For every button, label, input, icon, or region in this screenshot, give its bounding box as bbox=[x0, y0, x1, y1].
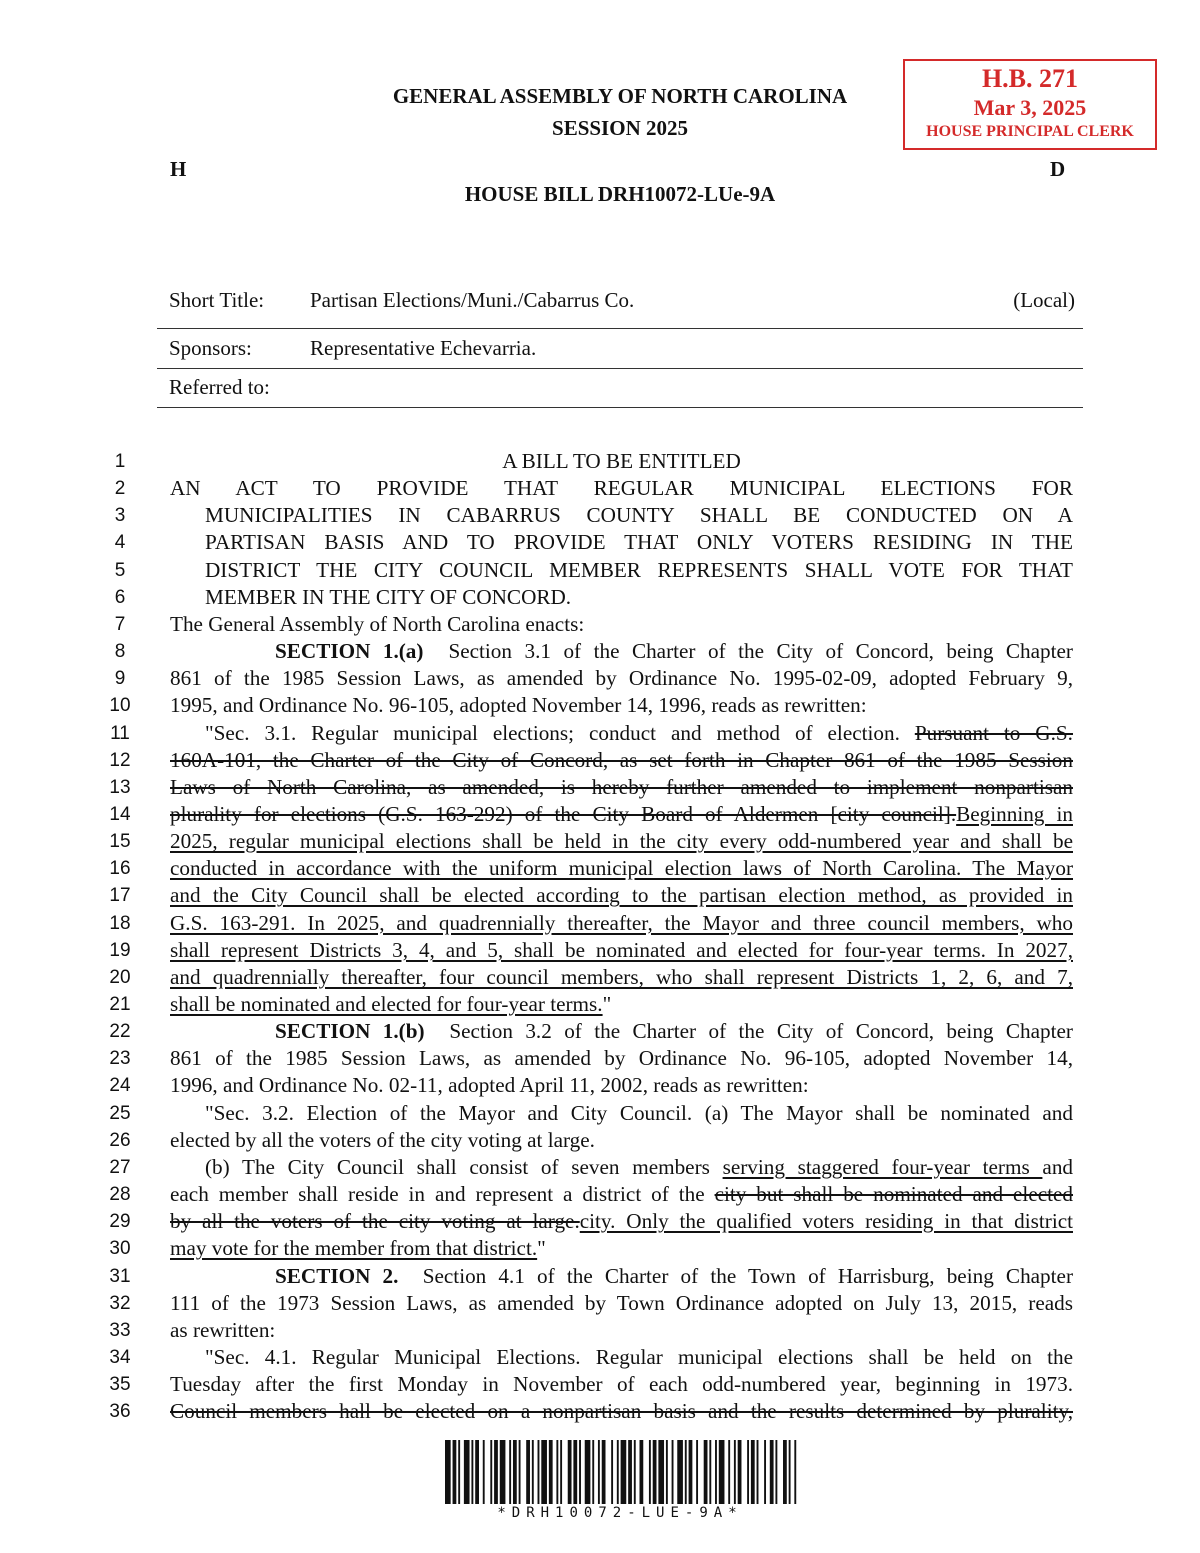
line-number: 31 bbox=[109, 1265, 131, 1287]
bill-line bbox=[0, 964, 1200, 991]
line-text bbox=[170, 937, 1073, 964]
bill-line bbox=[0, 692, 1200, 719]
bill-line bbox=[0, 1371, 1200, 1398]
inserted-text: Beginning in bbox=[956, 801, 1073, 826]
bill-line bbox=[0, 720, 1200, 747]
bill-line bbox=[0, 1344, 1200, 1371]
line-text bbox=[170, 692, 1073, 719]
bill-line bbox=[0, 1181, 1200, 1208]
inserted-text: city. Only the qualified voters residing in that district bbox=[579, 1209, 1073, 1234]
bill-line bbox=[0, 502, 1200, 529]
section-heading: SECTION 2. bbox=[275, 1263, 399, 1288]
line-number: 23 bbox=[109, 1048, 131, 1070]
deleted-text: Council members hall be elected on a nonpartisan basis and the results determined by plurality, bbox=[170, 1399, 1073, 1424]
text-segment: PARTISAN BASIS AND TO PROVIDE THAT ONLY VOTERS RESIDING IN THE bbox=[205, 530, 1073, 555]
line-text bbox=[170, 801, 1073, 828]
line-number: 5 bbox=[114, 559, 126, 581]
text-segment: MUNICIPALITIES IN CABARRUS COUNTY SHALL BE CONDUCTED ON A bbox=[205, 503, 1073, 528]
sponsors-value: Representative Echevarria. bbox=[310, 336, 537, 360]
line-text bbox=[170, 882, 1073, 909]
line-number: 2 bbox=[114, 478, 126, 500]
inserted-text: shall be nominated and elected for four-year terms. bbox=[170, 992, 603, 1016]
line-text bbox=[170, 991, 1073, 1018]
text-segment: 861 of the 1985 Session Laws, as amended by Ordinance No. 1995-02-09, adopted February 9, bbox=[170, 666, 1073, 691]
stamp-clerk: HOUSE PRINCIPAL CLERK bbox=[926, 123, 1134, 140]
line-text bbox=[170, 1154, 1073, 1181]
line-number: 33 bbox=[109, 1319, 131, 1341]
line-text bbox=[170, 1344, 1073, 1371]
bill-line bbox=[0, 1154, 1200, 1181]
short-title-label: Short Title: bbox=[169, 288, 265, 312]
chamber-indicator-left: H bbox=[170, 157, 187, 181]
bill-line bbox=[0, 991, 1200, 1018]
line-text bbox=[170, 638, 1073, 665]
line-number: 16 bbox=[109, 858, 131, 880]
text-segment: elected by all the voters of the city voting at large. bbox=[170, 1127, 595, 1152]
line-text bbox=[170, 1072, 1073, 1099]
line-number: 21 bbox=[109, 994, 131, 1015]
line-number: 24 bbox=[109, 1075, 131, 1097]
bill-line bbox=[0, 1045, 1200, 1072]
text-segment: " bbox=[602, 992, 612, 1016]
line-number: 6 bbox=[114, 586, 126, 608]
text-segment: " bbox=[537, 1236, 546, 1261]
line-text bbox=[170, 611, 1073, 638]
line-number: 25 bbox=[109, 1102, 131, 1124]
line-text bbox=[170, 1263, 1073, 1290]
line-text bbox=[170, 1371, 1073, 1398]
clerk-stamp bbox=[903, 59, 1157, 150]
line-number: 32 bbox=[109, 1292, 131, 1314]
bill-line bbox=[0, 1100, 1200, 1127]
line-text bbox=[170, 1018, 1073, 1045]
bill-line bbox=[0, 638, 1200, 665]
text-segment: "Sec. 3.2. Election of the Mayor and City Council. (a) The Mayor shall be nominated and bbox=[205, 1100, 1073, 1125]
line-number: 28 bbox=[109, 1184, 131, 1206]
line-number: 26 bbox=[109, 1129, 131, 1151]
inserted-text: G.S. 163-291. In 2025, and quadrennially thereafter, the Mayor and three council members, who bbox=[170, 910, 1073, 935]
text-segment: MEMBER IN THE CITY OF CONCORD. bbox=[205, 584, 572, 609]
line-number: 15 bbox=[109, 831, 131, 853]
section-heading: SECTION 1.(b) bbox=[275, 1019, 425, 1044]
bill-line bbox=[0, 801, 1200, 828]
bill-line bbox=[0, 937, 1200, 964]
inserted-text: and quadrennially thereafter, four council members, who shall represent Districts 1, 2, 6, and 7, bbox=[170, 964, 1073, 989]
line-number: 35 bbox=[109, 1374, 131, 1396]
text-segment: The General Assembly of North Carolina enacts: bbox=[170, 611, 585, 636]
text-segment: 861 of the 1985 Session Laws, as amended by Ordinance No. 96-105, adopted November 14, bbox=[170, 1046, 1073, 1071]
line-text bbox=[170, 1045, 1073, 1072]
session-title: SESSION 2025 bbox=[552, 116, 688, 140]
line-text bbox=[170, 1127, 1073, 1154]
bill-id-title: HOUSE BILL DRH10072-LUe-9A bbox=[464, 182, 776, 206]
short-title-row bbox=[157, 288, 1083, 329]
line-number: 3 bbox=[114, 505, 126, 527]
bill-line bbox=[0, 1235, 1200, 1262]
line-number: 12 bbox=[109, 749, 131, 771]
line-number: 7 bbox=[114, 613, 126, 635]
inserted-text: serving staggered four-year terms bbox=[722, 1154, 1043, 1179]
line-text bbox=[170, 448, 1073, 475]
line-text bbox=[170, 1235, 1073, 1262]
line-number: 36 bbox=[109, 1401, 131, 1423]
inserted-text: and the City Council shall be elected according to the partisan election method, as provided in bbox=[170, 883, 1073, 908]
deleted-text: Pursuant to G.S. bbox=[914, 720, 1073, 745]
barcode-text: *DRH10072-LUE-9A* bbox=[497, 1505, 743, 1521]
text-segment: A BILL TO BE ENTITLED bbox=[502, 449, 741, 473]
line-number: 30 bbox=[109, 1238, 131, 1260]
line-text bbox=[205, 557, 1073, 584]
line-text bbox=[170, 855, 1073, 882]
text-segment: AN ACT TO PROVIDE THAT REGULAR MUNICIPAL ELECTIONS FOR bbox=[170, 476, 1073, 501]
bill-line bbox=[0, 1208, 1200, 1235]
chamber-indicator-right: D bbox=[1050, 157, 1066, 181]
line-text bbox=[170, 774, 1073, 801]
line-text bbox=[170, 1100, 1073, 1127]
text-segment: 1996, and Ordinance No. 02-11, adopted April 11, 2002, reads as rewritten: bbox=[170, 1073, 809, 1098]
bill-line bbox=[0, 665, 1200, 692]
text-segment: 1995, and Ordinance No. 96-105, adopted November 14, 1996, reads as rewritten: bbox=[170, 693, 867, 718]
bill-line bbox=[0, 774, 1200, 801]
line-text bbox=[170, 910, 1073, 937]
line-text bbox=[170, 747, 1073, 774]
inserted-text: may vote for the member from that district. bbox=[170, 1236, 538, 1261]
line-number: 8 bbox=[114, 641, 126, 663]
deleted-text: Laws of North Carolina, as amended, is hereby further amended to implement nonpartisan bbox=[170, 774, 1073, 799]
bill-line bbox=[0, 448, 1200, 475]
bill-line bbox=[0, 882, 1200, 909]
bill-line bbox=[0, 1317, 1200, 1344]
inserted-text: 2025, regular municipal elections shall be held in the city every odd-numbered year and shall be bbox=[170, 829, 1073, 854]
local-tag: (Local) bbox=[1013, 288, 1075, 312]
bill-line bbox=[0, 557, 1200, 584]
text-segment: "Sec. 4.1. Regular Municipal Elections. Regular municipal elections shall be held on the bbox=[205, 1344, 1073, 1369]
line-number: 19 bbox=[109, 939, 131, 961]
text-segment: "Sec. 3.1. Regular municipal elections; conduct and method of election. bbox=[205, 720, 915, 745]
sponsors-row bbox=[157, 336, 1083, 369]
sponsors-label: Sponsors: bbox=[169, 336, 252, 360]
line-number: 4 bbox=[114, 532, 126, 554]
line-text bbox=[170, 1317, 1073, 1344]
bill-line bbox=[0, 855, 1200, 882]
deleted-text: plurality for elections (G.S. 163-292) of the City Board of Aldermen [city council]. bbox=[170, 801, 957, 826]
text-segment: (b) The City Council shall consist of seven members bbox=[205, 1154, 723, 1179]
bill-line bbox=[0, 1127, 1200, 1154]
line-text bbox=[205, 529, 1073, 556]
text-segment: and bbox=[1042, 1154, 1074, 1179]
line-number: 13 bbox=[109, 776, 131, 798]
line-number: 22 bbox=[109, 1021, 131, 1043]
deleted-text: 160A-101, the Charter of the City of Concord, as set forth in Chapter 861 of the 1985 Session bbox=[170, 747, 1073, 772]
inserted-text: shall represent Districts 3, 4, and 5, shall be nominated and elected for four-year terms. In 2027, bbox=[170, 937, 1073, 962]
line-text bbox=[170, 1208, 1073, 1235]
text-segment: Section 3.1 of the Charter of the City of Concord, being Chapter bbox=[423, 639, 1073, 664]
line-number: 9 bbox=[114, 668, 126, 690]
text-segment: each member shall reside in and represent a district of the bbox=[170, 1182, 715, 1207]
line-text bbox=[170, 1398, 1073, 1425]
line-number: 20 bbox=[109, 966, 131, 988]
bill-line bbox=[0, 475, 1200, 502]
section-heading: SECTION 1.(a) bbox=[275, 639, 424, 664]
line-text bbox=[170, 1290, 1073, 1317]
deleted-text: by all the voters of the city voting at large. bbox=[170, 1209, 580, 1234]
text-segment: as rewritten: bbox=[170, 1317, 276, 1342]
bill-line bbox=[0, 1018, 1200, 1045]
line-text bbox=[205, 502, 1073, 529]
line-number: 1 bbox=[114, 451, 126, 472]
line-text bbox=[170, 665, 1073, 692]
bill-line bbox=[0, 611, 1200, 638]
stamp-bill-number: H.B. 271 bbox=[981, 64, 1079, 93]
line-number: 14 bbox=[109, 803, 131, 825]
text-segment: Section 3.2 of the Charter of the City of Concord, being Chapter bbox=[424, 1019, 1073, 1044]
bill-line bbox=[0, 584, 1200, 611]
line-number: 29 bbox=[109, 1211, 131, 1233]
inserted-text: conducted in accordance with the uniform municipal election laws of North Carolina. The Mayor bbox=[170, 856, 1073, 881]
line-text bbox=[170, 964, 1073, 991]
line-number: 11 bbox=[110, 722, 130, 744]
line-text bbox=[170, 828, 1073, 855]
line-text bbox=[170, 1181, 1073, 1208]
line-number: 10 bbox=[109, 695, 131, 717]
bill-line bbox=[0, 1263, 1200, 1290]
bill-line bbox=[0, 747, 1200, 774]
bill-line bbox=[0, 910, 1200, 937]
text-segment: 111 of the 1973 Session Laws, as amended by Town Ordinance adopted on July 13, 2015, reads bbox=[170, 1290, 1073, 1315]
bill-line bbox=[0, 529, 1200, 556]
line-number: 27 bbox=[109, 1156, 131, 1178]
text-segment: DISTRICT THE CITY COUNCIL MEMBER REPRESENTS SHALL VOTE FOR THAT bbox=[205, 557, 1073, 582]
line-number: 18 bbox=[109, 912, 131, 934]
bill-line bbox=[0, 1072, 1200, 1099]
referred-row bbox=[157, 375, 1083, 408]
bill-line bbox=[0, 1290, 1200, 1317]
assembly-title: GENERAL ASSEMBLY OF NORTH CAROLINA bbox=[392, 84, 848, 108]
referred-label: Referred to: bbox=[169, 375, 270, 399]
line-text bbox=[205, 584, 1073, 611]
stamp-date: Mar 3, 2025 bbox=[973, 95, 1087, 120]
short-title-value: Partisan Elections/Muni./Cabarrus Co. bbox=[310, 288, 635, 312]
barcode-icon bbox=[445, 1440, 800, 1504]
bill-line bbox=[0, 1398, 1200, 1425]
bill-line bbox=[0, 828, 1200, 855]
line-text bbox=[170, 475, 1073, 502]
text-segment: Tuesday after the first Monday in November of each odd-numbered year, beginning in 1973. bbox=[170, 1372, 1073, 1397]
line-number: 34 bbox=[109, 1346, 131, 1368]
deleted-text: city but shall be nominated and elected bbox=[714, 1182, 1074, 1207]
text-segment: Section 4.1 of the Charter of the Town of Harrisburg, being Chapter bbox=[398, 1263, 1074, 1288]
line-text bbox=[170, 720, 1073, 747]
line-number: 17 bbox=[109, 885, 131, 907]
